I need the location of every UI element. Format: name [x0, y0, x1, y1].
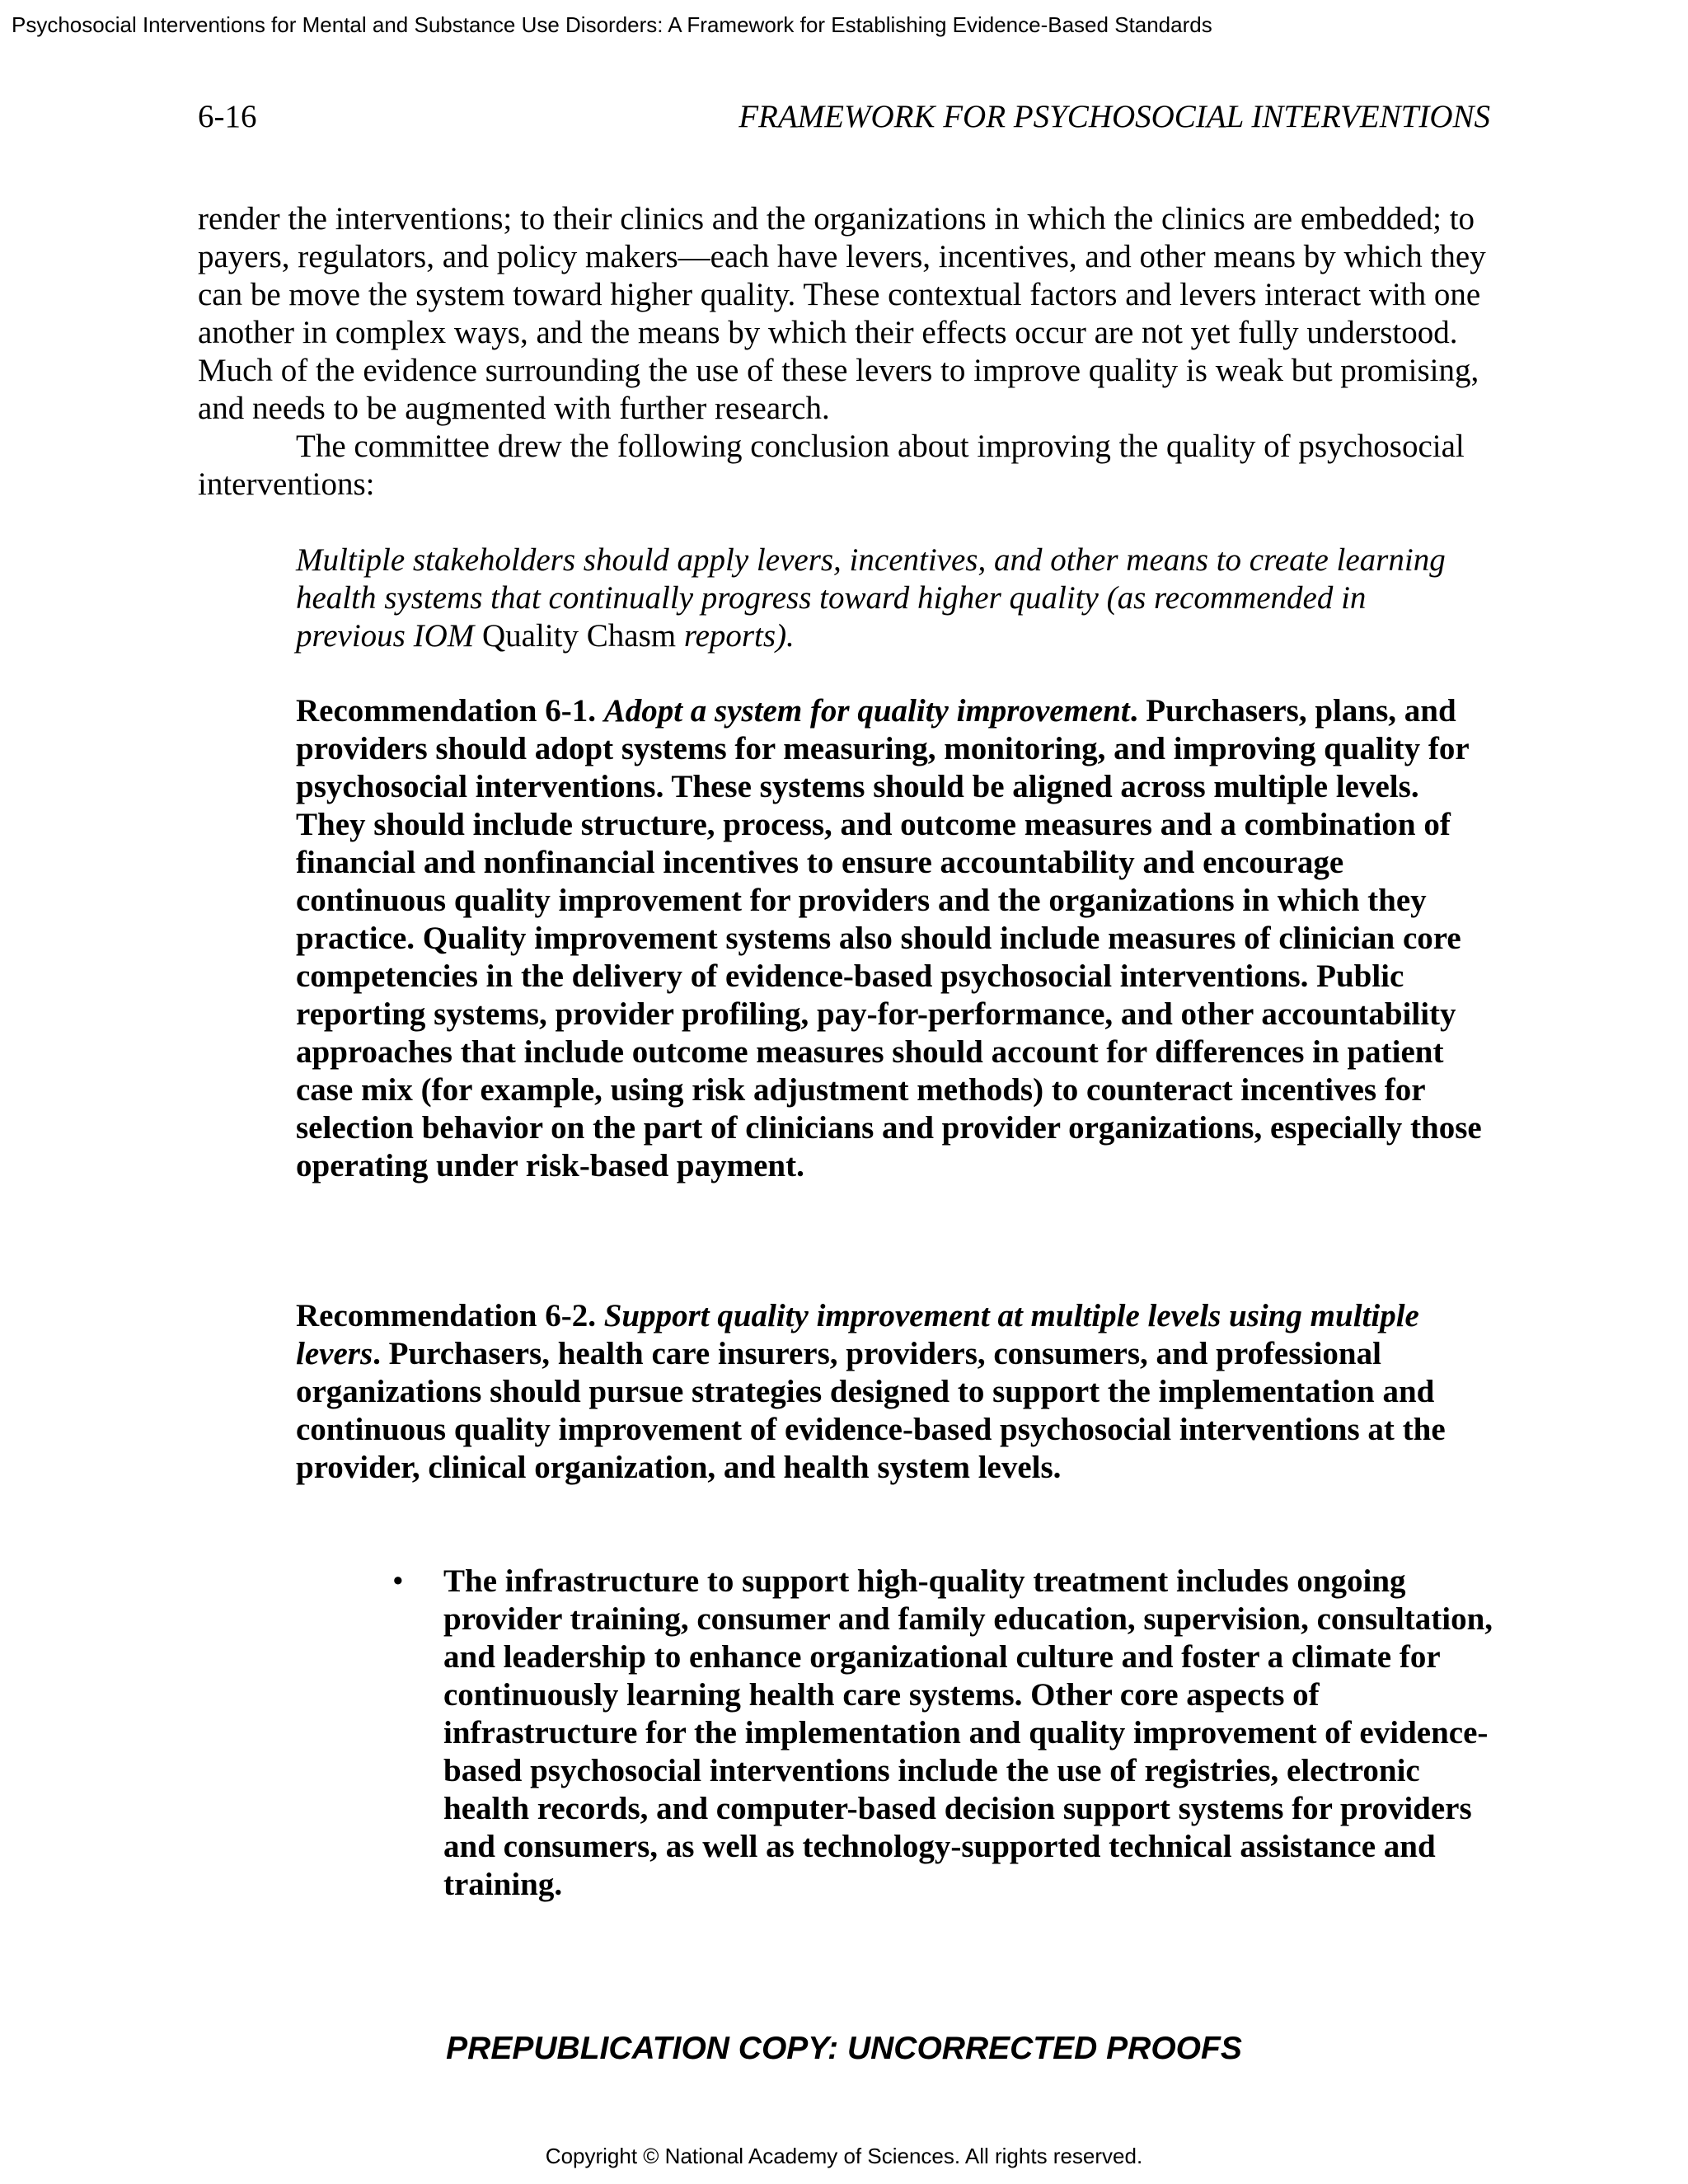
body-paragraph-2: The committee drew the following conclusion about improving the quality of psychosocial interventions: — [198, 429, 1465, 502]
page-number: 6-16 — [198, 99, 257, 134]
recommendation-title: Adopt a system for quality improvement — [603, 693, 1130, 729]
bullet-marker: • — [392, 1563, 404, 1599]
prepublication-notice: PREPUBLICATION COPY: UNCORRECTED PROOFS — [446, 2031, 1242, 2066]
conclusion-statement — [296, 541, 1483, 655]
recommendation-text: . Purchasers, plans, and providers should adopt systems for measuring, monitoring, and improving quality for psychosocial interventions. These systems should be aligned across multiple levels. They should include structure, process, and outcome measures and a combination of financial and nonfinancial incentives to ensure accountability and encourage continuous quality improvement for providers and the organizations in which they practice. Quality improvement systems also should include measures of clinician core competencies in the delivery of evidence-based psychosocial interventions. Public reporting systems, provider profiling, pay-for-performance, and other accountability approaches that include outcome measures should account for differences in patient case mix (for example, using risk adjustment methods) to counteract incentives for selection behavior on the part of clinicians and provider organizations, especially those operating under risk-based payment. — [296, 693, 1482, 1183]
recommendation-title: Support quality improvement at multiple levels using multiple levers — [296, 1298, 1419, 1371]
conclusion-text-after: reports). — [676, 618, 795, 654]
book-title-header: Psychosocial Interventions for Mental and Substance Use Disorders: A Framework for Establishing Evidence-Based Standards — [12, 12, 1212, 37]
recommendation-label: Recommendation 6-1. — [296, 693, 596, 729]
bullet-item: The infrastructure to support high-quality treatment includes ongoing provider training, consumer and family education, supervision, consultation, and leadership to enhance organizational culture and foster a climate for continuously learning health care systems. Other core aspects of infrastructure for the implementation and quality improvement of evidence-based psychosocial interventions include the use of registries, electronic health records, and computer-based decision support systems for providers and consumers, as well as technology-supported technical assistance and training. — [443, 1563, 1493, 1902]
running-head: FRAMEWORK FOR PSYCHOSOCIAL INTERVENTIONS — [738, 99, 1490, 134]
recommendation-6-1 — [296, 692, 1483, 1185]
body-paragraph-1: render the interventions; to their clinics and the organizations in which the clinics are embedded; to payers, regulators, and policy makers—each have levers, incentives, and other means by which they can be move the system toward higher quality. These contextual factors and levers interact with one another in complex ways, and the means by which their effects occur are not yet fully understood. Much of the evidence surrounding the use of these levers to improve quality is weak but promising, and needs to be augmented with further research. — [198, 201, 1486, 426]
conclusion-roman-term: Quality Chasm — [482, 618, 677, 654]
recommendation-text: . Purchasers, health care insurers, providers, consumers, and professional organizations should pursue strategies designed to support the implementation and continuous quality improvement of evidence-based psychosocial interventions at the provider, clinical organization, and health system levels. — [296, 1336, 1446, 1485]
recommendation-label: Recommendation 6-2. — [296, 1298, 596, 1333]
copyright-notice: Copyright © National Academy of Sciences. All rights reserved. — [545, 2144, 1143, 2168]
conclusion-text-before: Multiple stakeholders should apply levers, incentives, and other means to create learning health systems that continually progress toward higher quality (as recommended in previous IOM — [296, 542, 1446, 654]
recommendation-6-2 — [296, 1297, 1483, 1487]
